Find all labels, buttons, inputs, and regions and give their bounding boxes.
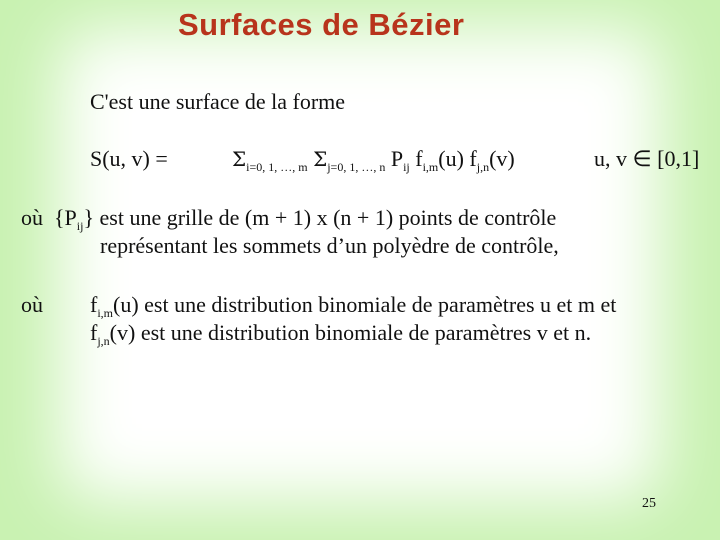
equation-rhs — [232, 146, 515, 174]
para1-index: ij — [76, 219, 84, 233]
para1-rest: } est une grille de (m + 1) x (n + 1) points de contrôle — [83, 205, 557, 230]
basis-f1: f — [415, 146, 423, 171]
para1-line1 — [21, 205, 557, 233]
basis-f2-arg: (v) — [489, 146, 515, 171]
equation-lhs: S(u, v) = — [90, 146, 168, 171]
para2-line2 — [90, 320, 592, 348]
control-point-index: ij — [403, 160, 410, 174]
sum-index-j: j=0, 1, …, n — [327, 160, 386, 174]
para2-f2-index: j,n — [97, 334, 110, 348]
para1-line2: représentant les sommets d’un polyèdre de contrôle, — [100, 233, 559, 258]
page-number: 25 — [642, 496, 656, 511]
para2-f1-index: i,m — [97, 306, 113, 320]
para2-f1: f — [90, 292, 98, 317]
equation-domain: u, v ∈ [0,1] — [594, 146, 700, 171]
para2-line2-text: (v) est une distribution binomiale de paramètres v et n. — [109, 320, 592, 345]
para1-label: où — [21, 205, 43, 230]
basis-f2-index: j,n — [476, 160, 490, 174]
slide-title: Surfaces de Bézier — [178, 7, 465, 42]
control-point-symbol: P — [390, 146, 404, 171]
para2-line1-text: (u) est une distribution binomiale de paramètres u et m et — [113, 292, 617, 317]
para1-open: {P — [54, 205, 77, 230]
para2-label: où — [21, 292, 43, 317]
basis-f1-index: i,m — [422, 160, 439, 174]
sigma-symbol: Σ — [232, 147, 247, 171]
sigma-symbol: Σ — [313, 147, 328, 171]
intro-text: C'est une surface de la forme — [90, 89, 346, 114]
para2-f2: f — [90, 320, 98, 345]
basis-f2: f — [469, 146, 477, 171]
para2-line1 — [90, 292, 617, 320]
sum-index-i: i=0, 1, …, m — [246, 160, 308, 174]
basis-f1-arg: (u) — [438, 146, 464, 171]
